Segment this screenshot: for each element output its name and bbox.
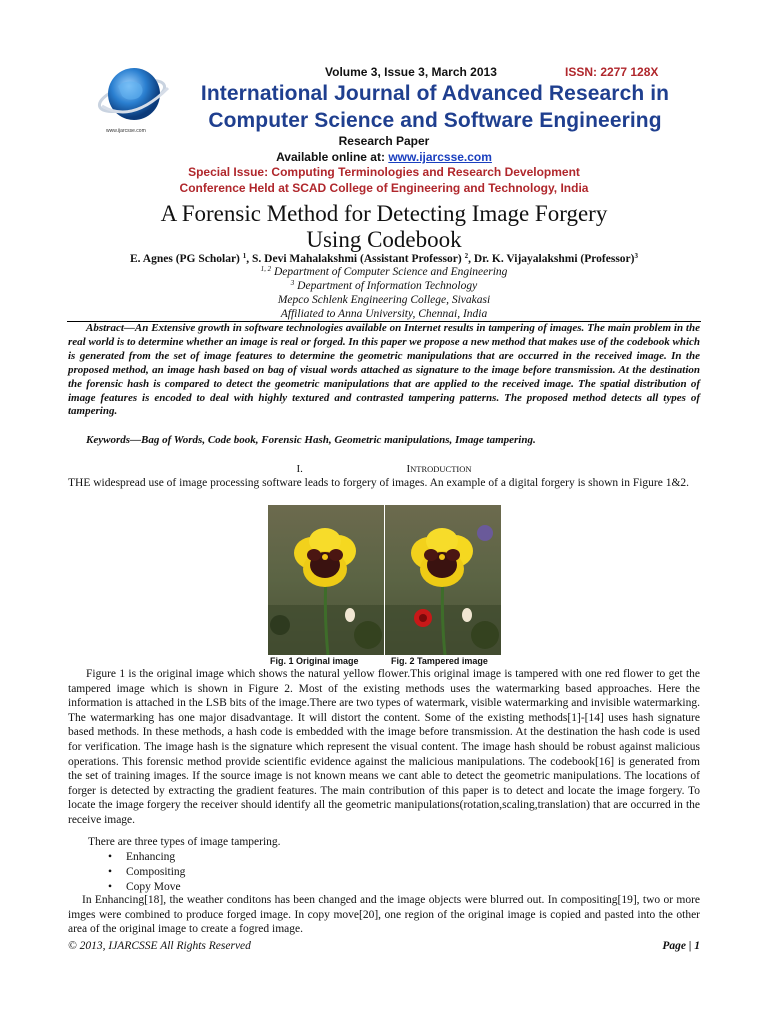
author-3: , Dr. K. Vijayalakshmi (Professor) <box>468 253 635 265</box>
volume-info: Volume 3, Issue 3, March 2013 <box>325 65 497 79</box>
logo-url-text: www.ijarcsse.com <box>106 128 146 134</box>
affiliation-dept1 <box>0 266 768 278</box>
author-1: E. Agnes (PG Scholar) <box>130 253 243 265</box>
figure-tampered-image <box>385 505 501 655</box>
dept1-text: Department of Computer Science and Engineering <box>271 266 508 278</box>
issn: ISSN: 2277 128X <box>565 65 659 79</box>
figure-1-caption: Fig. 1 Original image <box>270 656 359 666</box>
author-2-sup: 2 <box>464 252 469 260</box>
conference-info: Conference Held at SCAD College of Engineering and Technology, India <box>179 181 589 195</box>
author-3-sup: 3 <box>634 252 638 260</box>
list-item: • Compositing <box>108 865 408 880</box>
dept2-text: Department of Information Technology <box>294 280 478 292</box>
tampering-types-intro: There are three types of image tampering. <box>88 836 281 848</box>
affiliation-college: Mepco Schlenk Engineering College, Sivakasi <box>277 294 491 306</box>
author-2: , S. Devi Mahalakshmi (Assistant Professor) <box>246 253 465 265</box>
intro-paragraph-3: In Enhancing[18], the weather conditons has been changed and the image objects were blurred out. In compositing[19], two or more imges were combined to produce forged image. In copy move[20], one region of the original image is copied and pasted into the other area of the original image to create a fogred image. <box>68 894 700 936</box>
journal-title-line2: Computer Science and Software Engineering <box>208 109 662 132</box>
special-issue: Special Issue: Computing Terminologies and Research Development <box>188 165 580 179</box>
figure-2-caption: Fig. 2 Tampered image <box>391 656 488 666</box>
list-item: • Copy Move <box>108 880 408 895</box>
page-number: Page | 1 <box>662 940 700 952</box>
paper-title-line1: A Forensic Method for Detecting Image Forgery <box>160 201 608 226</box>
list-item: • Enhancing <box>108 850 408 865</box>
tampering-types-list <box>108 850 408 895</box>
figure-original-image <box>268 505 384 655</box>
abstract: Abstract—An Extensive growth in software technologies available on Internet results in tampering of images. The main problem in the real world is to determine whether an image is real or forged. In this paper we propose a new method that makes use of the codebook which is generated from the set of image features to determine the geometric manipulations that are occurred in the received image. In the proposed method, an image hash based on bag of visual words attached as signature to the image before transmission. At the destination the forensic hash is compared to detect the geometric manipulations that are applied to the received image. The spatial distribution of image features is encoded to deal with highly textured and contrasted tampering patterns. The proposed method detects all types of tampering. <box>68 322 700 418</box>
affiliation-university: Affiliated to Anna University, Chennai, India <box>280 308 488 320</box>
paper-type: Research Paper <box>338 134 430 148</box>
section-number: I. <box>296 463 303 475</box>
intro-paragraph-2: Figure 1 is the original image which shows the natural yellow flower.This original image is tampered with one red flower to get the tampered image which is shown in Figure 2. Most of the existing methods uses the watermarking based approaches. Here the information is attached in the LSB bits of the image.There are two types of watermark, visible watermarking and invisible watermarking. The watermarking has one major disadvantage. It will distort the content. Some of the existing methods[1]-[14] uses hash signature based methods. In these methods, a hash code is embedded with the image before transmission. At the destination the hash code is used for verification. The image hash is the signature which represent the visual content. The image hash should be robust against malicious operations. This forensic method provide scientific evidence against the malicious manipulations. The codebook[16] is generated from the set of training images. If the source image is not known means we cant able to detect the geometric manipulations. The locations of forger is detected by extracting the gradient features. The main contribution of this paper is to detect and locate the image forgery. To locate the image forgery the receiver should identify all the geometric manipulations(rotation,scaling,translation) that are occurred in the receive image. <box>68 668 700 826</box>
available-online <box>0 150 768 164</box>
authors <box>0 253 768 265</box>
journal-website-link[interactable]: www.ijarcsse.com <box>388 150 492 164</box>
dept1-sup: 1, 2 <box>260 265 272 273</box>
dept2-sup: 3 <box>290 279 295 287</box>
journal-title-line1: International Journal of Advanced Research in <box>200 82 670 105</box>
keywords: Keywords—Bag of Words, Code book, Forensic Hash, Geometric manipulations, Image tampering. <box>86 434 536 446</box>
author-1-sup: 1 <box>242 252 247 260</box>
section-title-rest: NTRODUCTION <box>410 464 472 474</box>
affiliation-dept2 <box>0 280 768 292</box>
intro-paragraph: THE widespread use of image processing software leads to forgery of images. An example of a digital forgery is shown in Figure 1&2. <box>68 477 690 489</box>
section-title-first: I <box>406 463 411 475</box>
section-heading <box>0 463 768 475</box>
copyright: © 2013, IJARCSSE All Rights Reserved <box>68 940 251 952</box>
paper-title-line2: Using Codebook <box>306 227 462 252</box>
available-prefix: Available online at: <box>276 150 389 164</box>
